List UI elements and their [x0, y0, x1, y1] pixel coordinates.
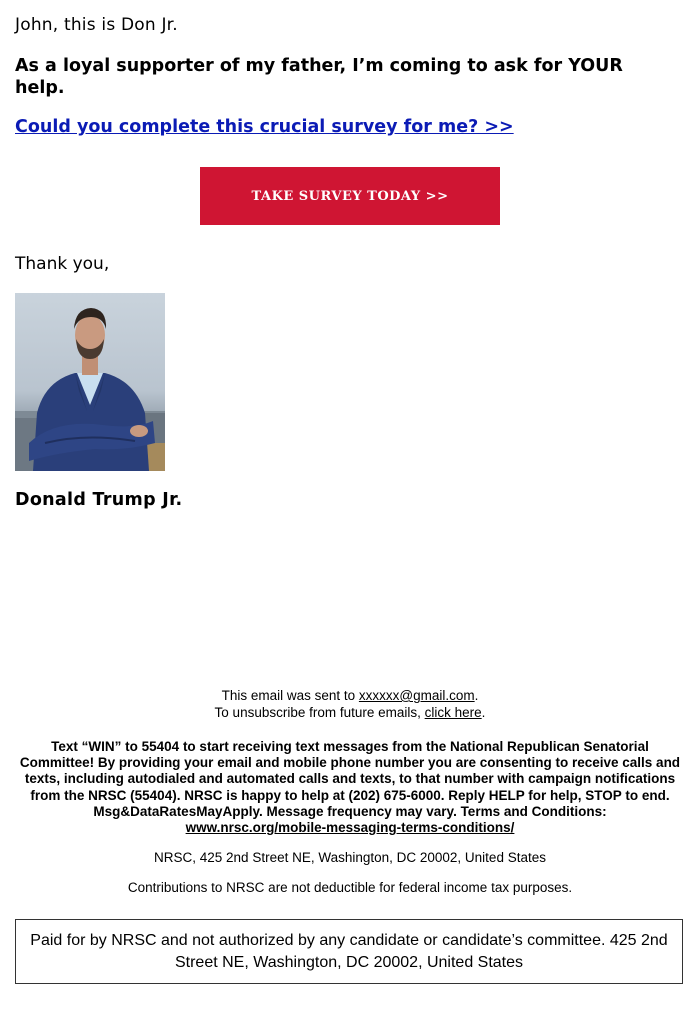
survey-link[interactable]: Could you complete this crucial survey for me? >>	[15, 117, 514, 137]
sent-to-line	[15, 687, 685, 704]
unsubscribe-link[interactable]: click here	[424, 705, 482, 720]
mailing-address: NRSC, 425 2nd Street NE, Washington, DC 20002, United States	[154, 850, 546, 865]
headline: As a loyal supporter of my father, I’m coming to ask for YOUR help.	[15, 56, 623, 98]
sender-photo	[15, 293, 165, 471]
footer-recipient-info	[15, 687, 685, 721]
signature-name: Donald Trump Jr.	[15, 490, 183, 510]
paid-for-disclaimer: Paid for by NRSC and not authorized by any candidate or candidate’s committee. 425 2nd Street NE, Washington, DC 20002, United States	[15, 919, 683, 984]
sms-disclaimer-text: Text “WIN” to 55404 to start receiving text messages from the National Republican Senatorial Committee! By providing your email and mobile phone number you are consenting to receive calls and texts, including autodialed and automated calls and texts, to that number with campaign notifications from the NRSC (55404). NRSC is happy to help at (202) 675-6000. Reply HELP for help, STOP to end. Msg&DataRatesMayApply. Message frequency may vary. Terms and Conditions:	[19, 739, 681, 819]
tax-notice: Contributions to NRSC are not deductible for federal income tax purposes.	[127, 880, 573, 895]
sms-disclaimer	[15, 739, 685, 836]
sent-suffix: .	[474, 688, 479, 703]
take-survey-button[interactable]: TAKE SURVEY TODAY >>	[200, 167, 500, 225]
portrait-illustration	[15, 293, 165, 471]
unsubscribe-prefix: To unsubscribe from future emails,	[214, 705, 425, 720]
unsubscribe-suffix: .	[481, 705, 486, 720]
thanks-text: Thank you,	[15, 254, 110, 274]
sent-prefix: This email was sent to	[221, 688, 359, 703]
unsubscribe-line	[15, 704, 685, 721]
recipient-email-link[interactable]: xxxxxx@gmail.com	[358, 688, 475, 703]
terms-conditions-link[interactable]: www.nrsc.org/mobile-messaging-terms-conditions/	[185, 820, 515, 836]
greeting-text: John, this is Don Jr.	[15, 15, 178, 35]
